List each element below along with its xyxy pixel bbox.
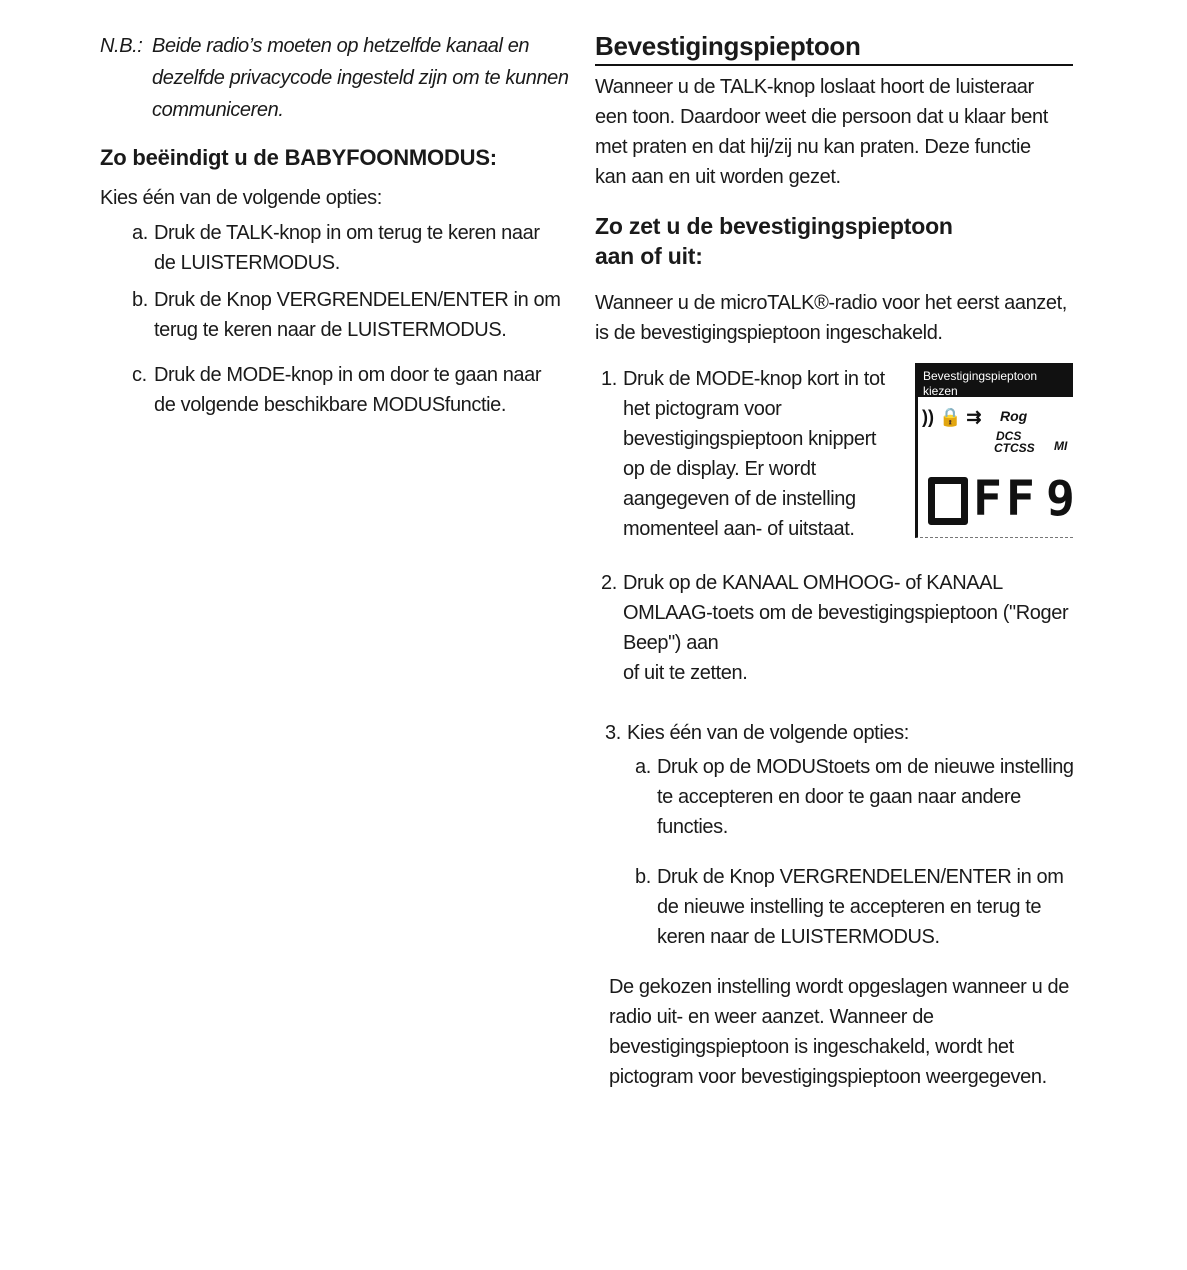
list-letter: a. bbox=[132, 222, 148, 244]
sub-option bbox=[635, 862, 1075, 952]
step-item bbox=[601, 568, 1071, 688]
signal-lock-icons: )) 🔒 ⇉ bbox=[922, 407, 982, 427]
dcs-indicator: DCS bbox=[996, 429, 1022, 443]
list-item bbox=[132, 360, 562, 420]
sub-option-letter: b. bbox=[635, 866, 651, 888]
sub-option bbox=[635, 752, 1075, 842]
subheading-line-1: Zo zet u de bevestigingspieptoon bbox=[595, 213, 953, 239]
lock-icon: 🔒 bbox=[939, 407, 962, 427]
step-number: 3. bbox=[605, 722, 621, 744]
seven-segment-o bbox=[928, 477, 968, 525]
subheading-line-2: aan of uit: bbox=[595, 243, 703, 269]
list-text: Druk de TALK-knop in om terug te keren naar de LUISTERMODUS. bbox=[154, 222, 540, 274]
roger-indicator: Rog bbox=[1000, 408, 1028, 424]
sub-option-letter: a. bbox=[635, 756, 651, 778]
step-text: Kies één van de volgende opties: bbox=[627, 722, 909, 744]
note-text: Beide radio’s moeten op hetzelfde kanaal en dezelfde privacycode ingesteld zijn om te kunnen communiceren. bbox=[152, 35, 569, 121]
display-body bbox=[915, 397, 1079, 538]
page-title: Bevestigingspieptoon bbox=[595, 31, 861, 61]
note-label: N.B.: bbox=[100, 35, 143, 57]
mi-indicator: MI bbox=[1054, 439, 1068, 453]
sub-option-text: Druk de Knop VERGRENDELEN/ENTER in om de nieuwe instelling te accepteren en terug te keren naar de LUISTERMODUS. bbox=[657, 866, 1064, 948]
step-text-continued: of uit te zetten. bbox=[623, 662, 748, 684]
section-intro: Wanneer u de TALK-knop loslaat hoort de luisteraar een toon. Daardoor weet die persoon dat u klaar bent met praten en dat hij/zij nu kan praten. Deze functie kan aan en uit worden gezet. bbox=[595, 76, 1048, 188]
display-header: Bevestigingspieptoon kiezen bbox=[915, 363, 1073, 397]
section-heading-babyfoon: Zo beëindigt u de BABYFOONMODUS: bbox=[100, 145, 497, 170]
list-letter: b. bbox=[132, 289, 148, 311]
list-text: Druk de Knop VERGRENDELEN/ENTER in om terug te keren naar de LUISTERMODUS. bbox=[154, 289, 561, 341]
sub-option-text: Druk op de MODUStoets om de nieuwe instelling te accepteren en door te gaan naar andere functies. bbox=[657, 756, 1074, 838]
subsection-intro: Wanneer u de microTALK®-radio voor het eerst aanzet, is de bevestigingspieptoon ingeschakeld. bbox=[595, 292, 1067, 344]
lcd-display-illustration bbox=[915, 363, 1079, 543]
step-number: 1. bbox=[601, 368, 617, 390]
step-item bbox=[601, 364, 891, 544]
list-letter: c. bbox=[132, 364, 147, 386]
ctcss-indicator: CTCSS bbox=[994, 441, 1035, 455]
list-item bbox=[132, 218, 562, 278]
options-intro: Kies één van de volgende opties: bbox=[100, 187, 382, 209]
step-item bbox=[605, 718, 1075, 748]
note-block bbox=[100, 30, 570, 126]
off-readout: FF bbox=[973, 471, 1039, 527]
title-bar bbox=[595, 28, 1073, 66]
step-text: Druk op de KANAAL OMHOOG- of KANAAL OMLAAG-toets om de bevestigingspieptoon ("Roger Beep") aan bbox=[623, 572, 1069, 654]
list-item bbox=[132, 285, 562, 345]
list-text: Druk de MODE-knop in om door te gaan naar de volgende beschikbare MODUSfunctie. bbox=[154, 364, 542, 416]
step-number: 2. bbox=[601, 572, 617, 594]
closing-paragraph: De gekozen instelling wordt opgeslagen wanneer u de radio uit- en weer aanzet. Wanneer de bevestigingspieptoon is ingeschakeld, wordt het pictogram voor bevestigingspieptoon weergegeven. bbox=[609, 976, 1069, 1088]
step-text: Druk de MODE-knop kort in tot het pictogram voor bevestigingspieptoon knippert op de display. Er wordt aangegeven of de instelling momenteel aan- of uitstaat. bbox=[623, 368, 885, 540]
channel-readout: 9 bbox=[1046, 471, 1079, 527]
